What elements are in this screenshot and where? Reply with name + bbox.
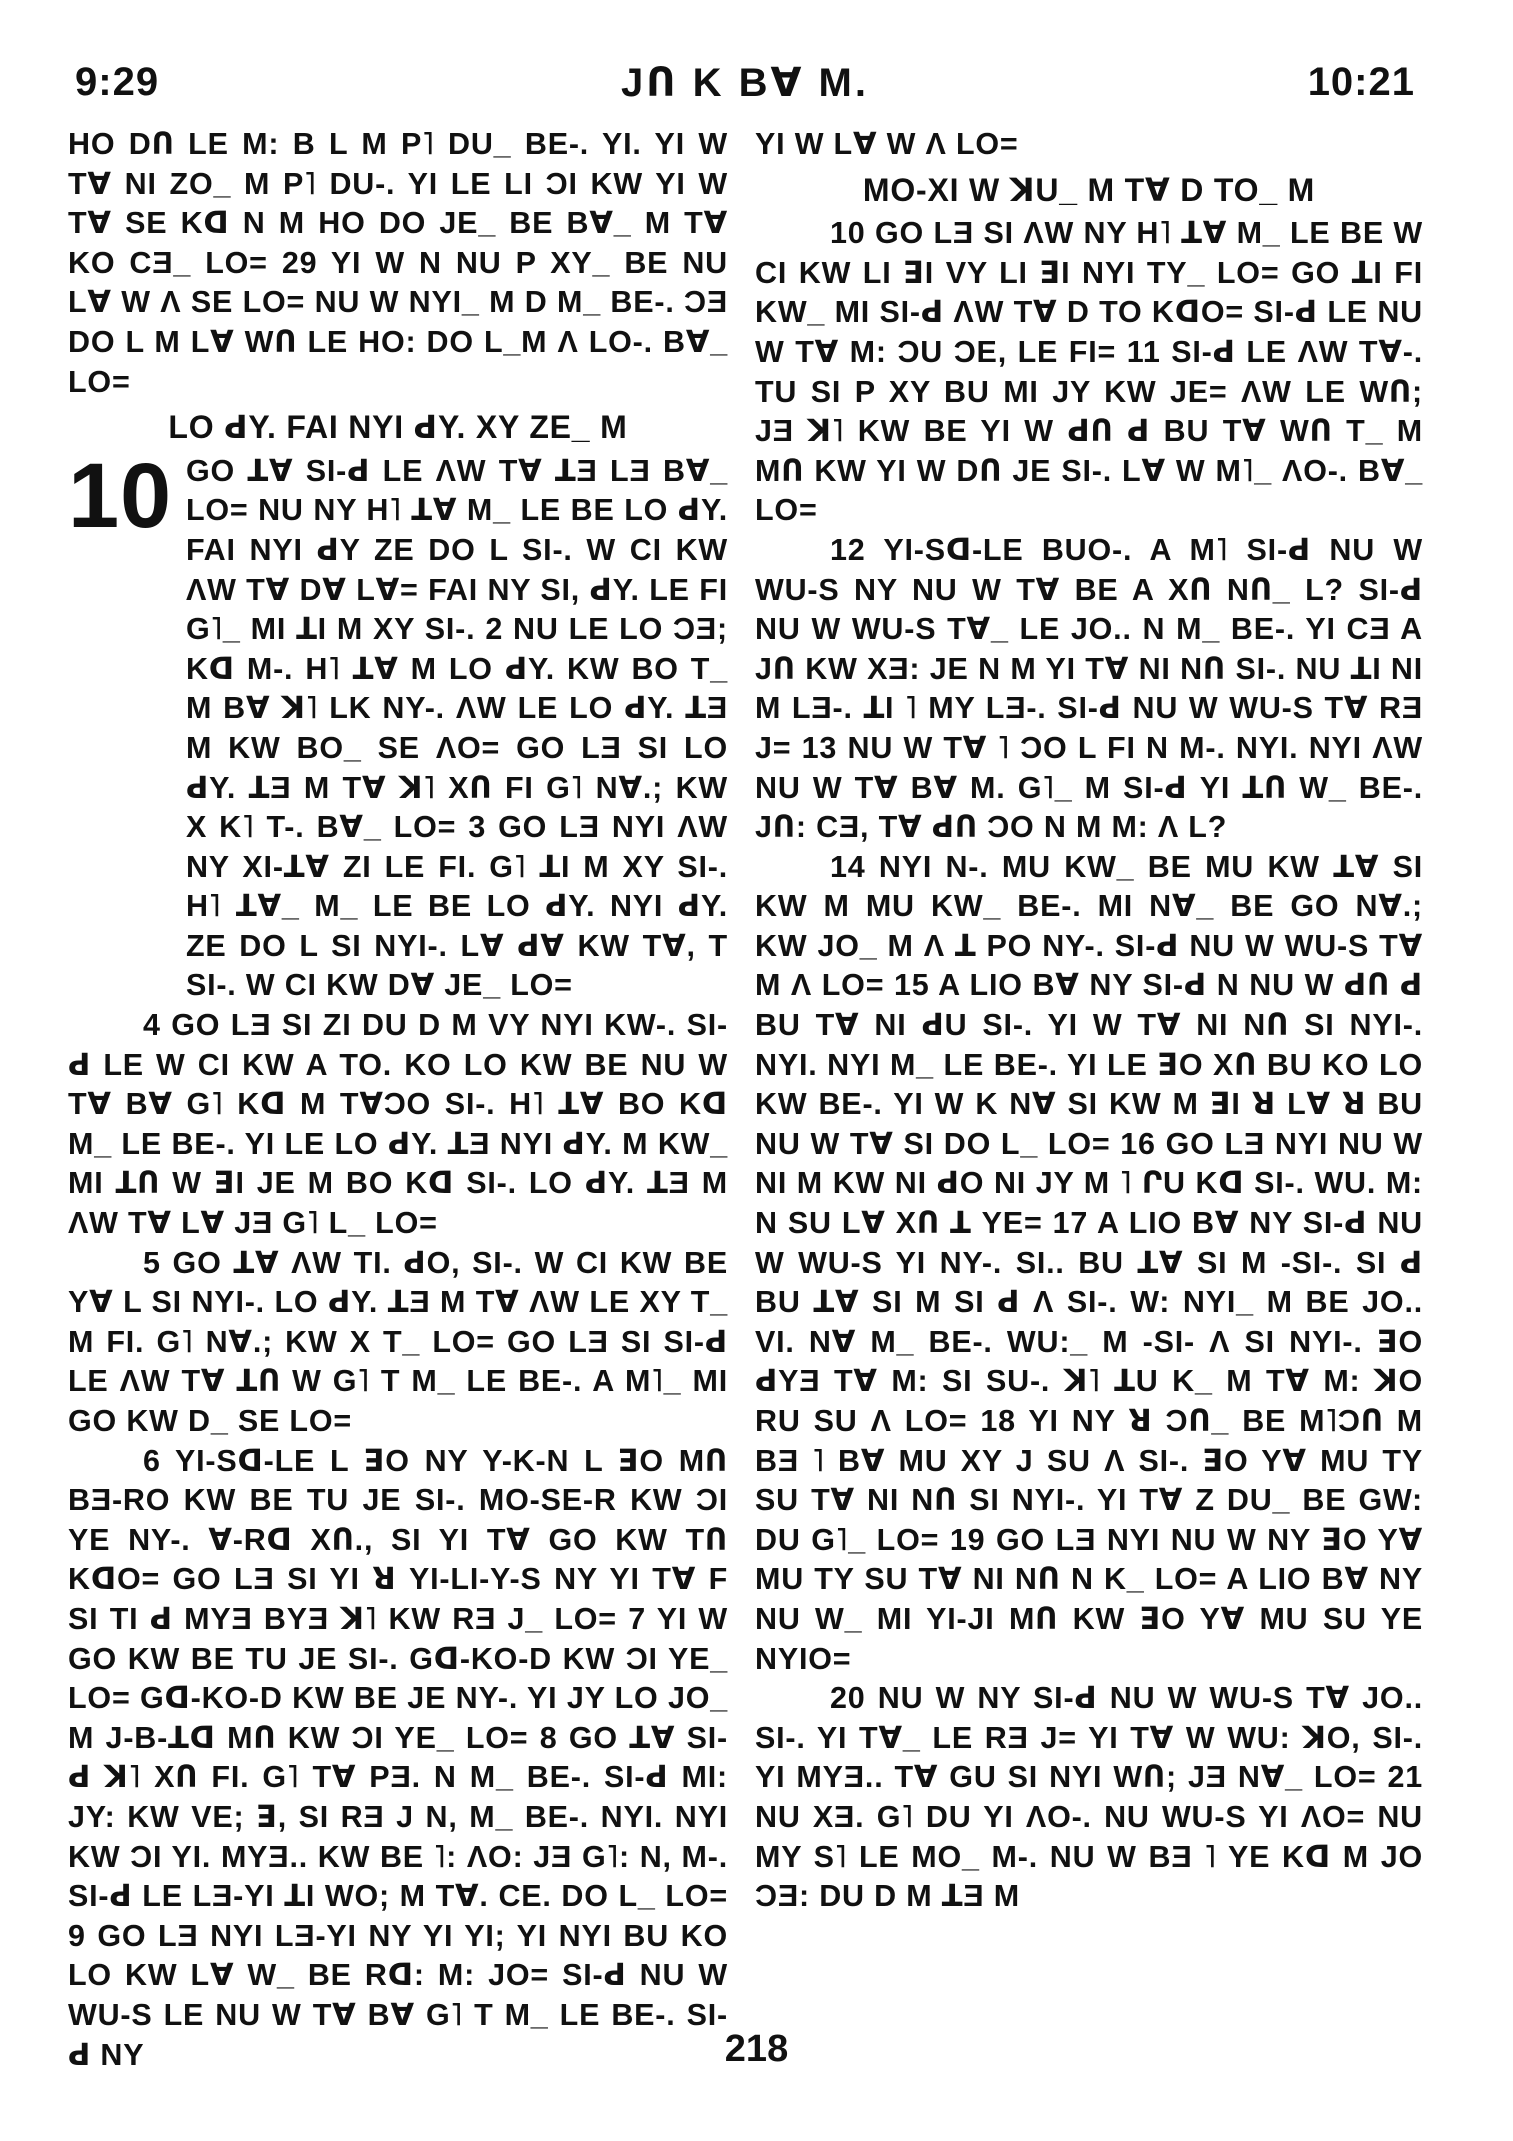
verse-number: 9 — [68, 1918, 86, 1953]
verse-number: 7 — [628, 1601, 646, 1636]
verse-text: A LIO Bꓯ NY SI-ꓒ N NU W ꓒՈ ꓒ BU Tꓯ NI ꓒU SI-. YI W Tꓯ NI NՈ SI NYI-. NYI. NYI M_ LE BE-. YI LE ꓱO XՈ BU KO LO KW BE-. YI W K Nꓯ SI KW M ꓱI ꓤ Lꓯ ꓤ BU NU W Tꓯ SI DO L_ LO= — [755, 968, 1423, 1161]
verse-text: GO LƎ SI ɅW NY H˥ ꓕꓯ M_ LE BE W CI KW LI ꓱI VY LI ꓱI NYI TY_ LO= GO ꓕI FI KW_ MI SI-ꓒ ɅW Tꓯ D TO KꓷO= SI-ꓒ LE NU W Tꓯ M: ƆU ƆE, LE FI= — [755, 216, 1423, 369]
running-header — [75, 60, 1415, 120]
verse-text: YI NY ꓤ ƆՈ_ BE M˥ƆՈ M BƎ ˥ Bꓯ MU XY J SU Ʌ SI-. ꓱO Yꓯ MU TY SU Tꓯ NI NՈ SI NYI-. YI Tꓯ Z DU_ BE GW: DU G˥_ LO= — [755, 1404, 1423, 1557]
verse-text: GO LƎ NYI LƎ-YI NY YI YI; YI NYI BU KO LO KW Lꓯ W_ BE Rꓷ: M: JO= SI-ꓒ NU W WU-S LE NU W Tꓯ Bꓯ G˥ T M_ LE BE-. SI-ꓒ NY — [68, 1918, 728, 2072]
verse-text: A LIO Bꓯ NY SI-ꓒ NU W WU-S YI NY-. SI.. BU ꓕꓯ SI M -SI-. SI ꓒ BU ꓕꓯ SI M SI ꓒ Ʌ SI-. W: NYI_ M BE JO.. VI. Nꓯ M_ BE-. WU:_ M -SI- Ʌ SI NYI-. ꓱO ꓒYƎ Tꓯ M: SI SU-. ꓘ˥ ꓕU K_ M Tꓯ M: ꓘO RU SU Ʌ LO= — [755, 1206, 1423, 1438]
verse-text: YI W GO KW BE TU JE SI-. Gꓷ-KO-D KW ƆI YE_ LO= Gꓷ-KO-D KW BE JE NY-. YI JY LO JO_ M J-B-ꓕꓷ MՈ KW ƆI YE_ LO= — [68, 1601, 728, 1755]
verse-number: 6 — [143, 1443, 161, 1478]
verse-text: GO LƎ SI ZI DU D M VY NYI KW-. SI-ꓒ LE W CI KW A TO. KO LO KW BE NU W Tꓯ Bꓯ G˥ Kꓷ M TꓯƆO SI-. H˥ ꓕꓯ BO Kꓷ M_ LE BE-. YI LE LO ꓒY. ꓕƎ NYI ꓒY. M KW_ MI ꓕՈ W ꓱI JE M BO Kꓷ SI-. LO ꓒY. ꓕƎ M ɅW Tꓯ Lꓯ JƎ G˥ L_ LO= — [68, 1008, 728, 1241]
verse-text: GO ꓕꓯ ɅW TI. ꓒO, SI-. W CI KW BE Yꓯ L SI NYI-. LO ꓒY. ꓕƎ M Tꓯ ɅW LE XY T_ M FI. G˥ Nꓯ.; KW X T_ LO= GO LƎ SI SI-ꓒ LE ɅW Tꓯ ꓕՈ W G˥ T M_ LE BE-. A M˥_ MI GO KW D_ SE LO= — [68, 1245, 728, 1438]
paragraph — [755, 125, 1423, 165]
verse-text: NU W Tꓯ ˥ ƆO L FI N M-. NYI. NYI ɅW NU W Tꓯ Bꓯ M. G˥_ M SI-ꓒ YI ꓕՈ W_ BE-. JՈ: CƎ, Tꓯ ꓒՈ ƆO N M M: Ʌ L? — [755, 730, 1423, 845]
chapter-number: 10 — [68, 444, 172, 547]
verse-text: SI-ꓒ LE ɅW Tꓯ-. TU SI P XY BU MI JY KW JE= ɅW LE WՈ; JƎ ꓘ˥ KW BE YI W ꓒՈ ꓒ BU Tꓯ WՈ T_ M MՈ KW YI W DՈ JE SI-. Lꓯ W M˥_ ɅO-. Bꓯ_ LO= — [755, 334, 1423, 528]
header-left-reference: 9:29 — [75, 60, 160, 104]
verse-number: 12 — [830, 532, 866, 567]
paragraph — [68, 1244, 728, 1442]
paragraph — [755, 214, 1423, 531]
verse-number: 16 — [1120, 1126, 1156, 1161]
paragraph — [755, 1679, 1423, 1917]
paragraph — [186, 452, 728, 1006]
verse-number: 8 — [539, 1720, 558, 1755]
verse-text: NU W NY SI-ꓒ NU W WU-S Tꓯ JO.. SI-. YI Tꓯ_ LE RƎ J= YI Tꓯ W WU: ꓘO, SI-. YI MYƎ.. Tꓯ GU SI NYI WՈ; JƎ Nꓯ_ LO= — [755, 1681, 1423, 1795]
verse-text: GO ꓕꓯ SI-ꓒ LE ɅW Tꓯ ꓕƎ LƎ Bꓯ_ LO= NU NY H˥ ꓕꓯ M_ LE BE LO ꓒY. FAI NYI ꓒY ZE DO L SI-. W CI KW ɅW Tꓯ Dꓯ Lꓯ= FAI NY SI, ꓒY. LE FI G˥_ MI ꓕI M XY SI-. — [185, 453, 728, 647]
paragraph — [755, 531, 1423, 848]
verse-text: GO LƎ NYI ɅW NY XI-ꓕꓯ ZI LE FI. G˥ ꓕI M XY SI-. H˥ ꓕꓯ_ M_ LE BE LO ꓒY. NYI ꓒY. ZE DO L SI NYI-. Lꓯ ꓒꓯ KW Tꓯ, T SI-. W CI KW Dꓯ JE_ LO= — [185, 810, 728, 1003]
verse-number: 4 — [143, 1008, 161, 1043]
verse-number: 29 — [281, 245, 318, 280]
section-heading: MO-XI W ꓘU_ M Tꓯ D TO_ M — [862, 171, 1316, 208]
paragraph — [68, 1006, 728, 1244]
verse-number: 2 — [485, 612, 504, 647]
verse-text: HO DՈ LE M: B L M P˥ DU_ BE-. YI. YI W Tꓯ NI ZO_ M P˥ DU-. YI LE LI ƆI KW YI W Tꓯ SE Kꓷ N M HO DO JE_ BE Bꓯ_ M Tꓯ KO CƎ_ LO= — [68, 127, 728, 280]
verse-text: NU XƎ. G˥ DU YI ɅO-. NU WU-S YI ɅO= NU MY S˥ LE MO_ M-. NU W BƎ ˥ YE Kꓷ M JO ƆƎ: DU D M ꓕƎ M — [755, 1799, 1423, 1914]
verse-text: YI-Sꓷ-LE BUO-. A M˥ SI-ꓒ NU W WU-S NY NU W Tꓯ BE A XՈ NՈ_ L? SI-ꓒ NU W WU-S Tꓯ_ LE JO.. N M_ BE-. YI CƎ A JՈ KW XƎ: JE N M YI Tꓯ NI NՈ SI-. NU ꓕI NI M LƎ-. ꓕI ˥ MY LƎ-. SI-ꓒ NU W WU-S Tꓯ RƎ J= — [755, 532, 1423, 765]
verse-number: 14 — [830, 849, 866, 884]
verse-number: 20 — [830, 1681, 866, 1716]
chapter-opening-text — [186, 452, 728, 1006]
verse-number: 13 — [801, 730, 838, 765]
paragraph — [755, 848, 1423, 1679]
verse-text: GO LƎ NYI NU W NY ꓱO Yꓯ MU TY SU Tꓯ NI NՈ N K_ LO= A LIO Bꓯ NY NU W_ MI YI-JI MՈ KW ꓱO Yꓯ MU SU YE NYIO= — [755, 1522, 1423, 1676]
verse-text: YI W N NU P XY_ BE NU Lꓯ W Ʌ SE LO= NU W NYI_ M D M_ BE-. ƆƎ DO L M Lꓯ WՈ LE HO: DO L_M Ʌ LO-. Bꓯ_ LO= — [68, 245, 728, 399]
verse-number: 10 — [830, 216, 866, 251]
verse-number: 11 — [1126, 334, 1161, 369]
chapter-opening — [68, 444, 728, 1006]
verse-number: 19 — [949, 1522, 986, 1557]
page-number: 218 — [724, 2028, 789, 2070]
verse-text: NU LE LO ƆƎ; Kꓷ M-. H˥ ꓕꓯ M LO ꓒY. KW BO T_ M Bꓯ ꓘ˥ LK NY-. ɅW LE LO ꓒY. ꓕƎ M KW BO_ SE ɅO= GO LƎ SI LO ꓒY. ꓕƎ M Tꓯ ꓘ˥ XՈ FI G˥ Nꓯ.; KW X K˥ T-. Bꓯ_ LO= — [185, 612, 728, 845]
header-book-title: JՈ K Bꓯ M. — [621, 61, 869, 105]
verse-text: YI W Lꓯ W Ʌ LO= — [755, 127, 1019, 161]
right-text-column — [755, 125, 1423, 1917]
verse-number: 5 — [143, 1245, 161, 1280]
verse-number: 3 — [468, 810, 487, 845]
verse-text: YI-Sꓷ-LE L ꓱO NY Y-K-N L ꓱO MՈ BƎ-RO KW BE TU JE SI-. MO-SE-R KW ƆI YE NY-. ꓯ-Rꓷ XՈ., SI YI Tꓯ GO KW TՈ KꓷO= GO LƎ SI YI ꓤ YI-LI-Y-S NY YI Tꓯ F SI TI ꓒ MYƎ BYƎ ꓘ˥ KW RƎ J_ LO= — [68, 1443, 728, 1636]
section-heading: LO ꓒY. FAI NYI ꓒY. XY ZE_ M — [168, 409, 628, 446]
verse-number: 21 — [1387, 1760, 1424, 1795]
paragraph — [68, 125, 728, 402]
verse-text: GO LƎ NYI NU W NI M KW NI ꓒO NI JY M ˥ ՐU Kꓷ SI-. WU. M: N SU Lꓯ XՈ ꓕ YE= — [755, 1126, 1423, 1241]
verse-number: 15 — [894, 968, 930, 1003]
verse-number: 18 — [980, 1404, 1016, 1438]
verse-text: GO ꓕꓯ SI-ꓒ ꓘ˥ XՈ FI. G˥ Tꓯ PƎ. N M_ BE-. SI-ꓒ MI: JY: KW VE; ꓱ, SI RƎ J N, M_ BE-. NYI. NYI KW ƆI YI. MYƎ.. KW BE ˥: ɅO: JƎ G˥: N, M-. SI-ꓒ LE LƎ-YI ꓕI WO; M Tꓯ. CE. DO L_ LO= — [68, 1720, 729, 1914]
verse-text: NYI N-. MU KW_ BE MU KW ꓕꓯ SI KW M MU KW_ BE-. MI Nꓯ_ BE GO Nꓯ.; KW JO_ M Ʌ ꓕ PO NY-. SI-ꓒ NU W WU-S Tꓯ M Ʌ LO= — [755, 849, 1424, 1003]
verse-number: 17 — [1052, 1206, 1089, 1241]
left-text-column — [68, 125, 728, 2075]
paragraph — [68, 1442, 728, 2076]
header-right-reference: 10:21 — [1307, 60, 1415, 104]
